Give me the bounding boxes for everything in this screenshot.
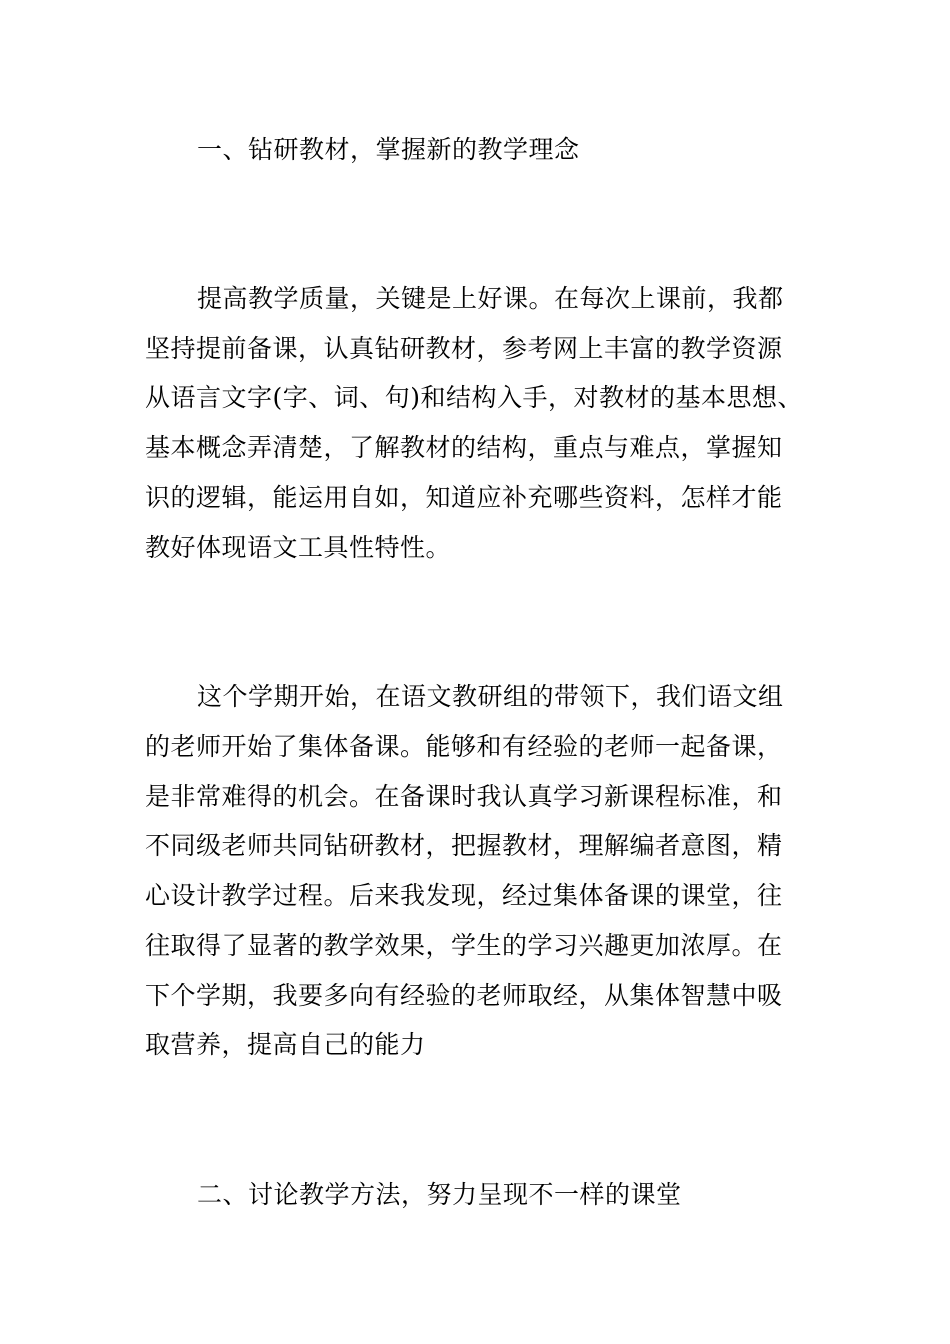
paragraph-line: 识的逻辑，能运用自如，知道应补充哪些资料，怎样才能 bbox=[145, 483, 783, 512]
paragraph-line: 教好体现语文工具性特性。 bbox=[145, 533, 452, 562]
paragraph-line: 这个学期开始，在语文教研组的带领下，我们语文组 bbox=[197, 682, 784, 711]
paragraph-line: 心设计教学过程。后来我发现，经过集体备课的课堂，往 bbox=[145, 881, 783, 910]
section-heading-2: 二、讨论教学方法，努力呈现不一样的课堂 bbox=[197, 1180, 682, 1209]
paragraph-line: 提高教学质量，关键是上好课。在每次上课前，我都 bbox=[197, 284, 784, 313]
paragraph-line: 往取得了显著的教学效果，学生的学习兴趣更加浓厚。在 bbox=[145, 931, 783, 960]
paragraph-line: 基本概念弄清楚，了解教材的结构，重点与难点，掌握知 bbox=[145, 433, 783, 462]
paragraph-line: 的老师开始了集体备课。能够和有经验的老师一起备课， bbox=[145, 732, 783, 761]
paragraph-line: 不同级老师共同钻研教材，把握教材，理解编者意图，精 bbox=[145, 831, 783, 860]
paragraph-line: 坚持提前备课，认真钻研教材，参考网上丰富的教学资源 bbox=[145, 334, 783, 363]
paragraph-line: 是非常难得的机会。在备课时我认真学习新课程标准，和 bbox=[145, 782, 783, 811]
paragraph-line: 取营养，提高自己的能力 bbox=[145, 1030, 426, 1059]
section-heading-1: 一、钻研教材，掌握新的教学理念 bbox=[197, 135, 580, 164]
paragraph-line: 下个学期，我要多向有经验的老师取经，从集体智慧中吸 bbox=[145, 981, 783, 1010]
paragraph-line: 从语言文字(字、词、句)和结构入手，对教材的基本思想、 bbox=[145, 383, 804, 412]
